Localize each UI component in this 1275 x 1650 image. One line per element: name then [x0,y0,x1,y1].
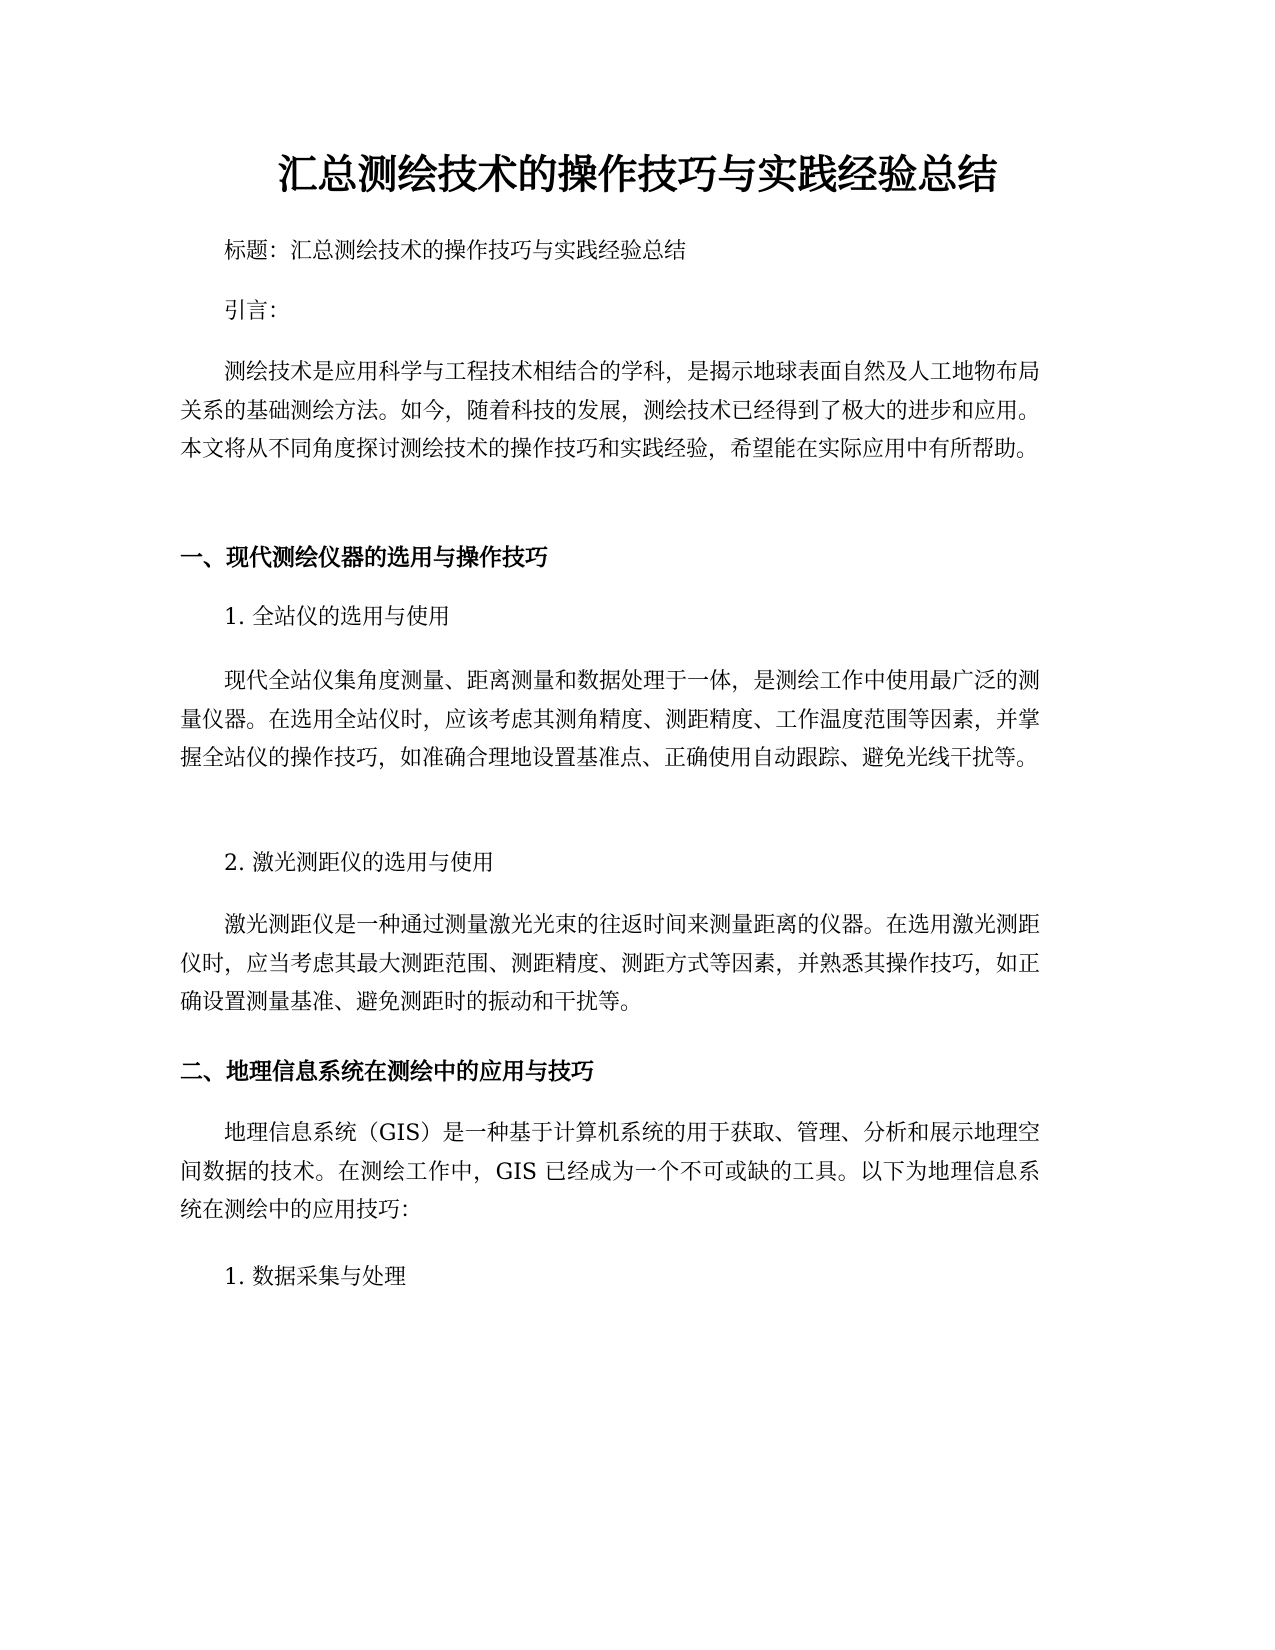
intro-label: 引言： [224,299,291,324]
section-1-heading: 一、现代测绘仪器的选用与操作技巧 [180,545,548,571]
section-2-item-1-title: 1. 数据采集与处理 [224,1265,406,1290]
subtitle-line: 标题：汇总测绘技术的操作技巧与实践经验总结 [224,239,687,264]
section-2-intro-body: 地理信息系统（GIS）是一种基于计算机系统的用于获取、管理、分析和展示地理空间数据的技术。在测绘工作中，GIS 已经成为一个不可或缺的工具。以下为地理信息系统在测绘中的应用技巧： [180,1121,1040,1223]
section-1-item-2-body: 激光测距仪是一种通过测量激光光束的往返时间来测量距离的仪器。在选用激光测距仪时，应当考虑其最大测距范围、测距精度、测距方式等因素，并熟悉其操作技巧，如正确设置测量基准、避免测距时的振动和干扰等。 [180,913,1040,1015]
section-1-item-2-title: 2. 激光测距仪的选用与使用 [224,851,494,876]
section-1-item-1-title: 1. 全站仪的选用与使用 [224,605,450,630]
section-2-heading: 二、地理信息系统在测绘中的应用与技巧 [180,1059,594,1085]
section-1-item-1-body: 现代全站仪集角度测量、距离测量和数据处理于一体，是测绘工作中使用最广泛的测量仪器。在选用全站仪时，应该考虑其测角精度、测距精度、工作温度范围等因素，并掌握全站仪的操作技巧，如准确合理地设置基准点、正确使用自动跟踪、避免光线干扰等。 [180,669,1040,771]
intro-paragraph: 测绘技术是应用科学与工程技术相结合的学科，是揭示地球表面自然及人工地物布局关系的基础测绘方法。如今，随着科技的发展，测绘技术已经得到了极大的进步和应用。本文将从不同角度探讨测绘技术的操作技巧和实践经验，希望能在实际应用中有所帮助。 [180,360,1040,462]
document-title: 汇总测绘技术的操作技巧与实践经验总结 [277,152,998,198]
